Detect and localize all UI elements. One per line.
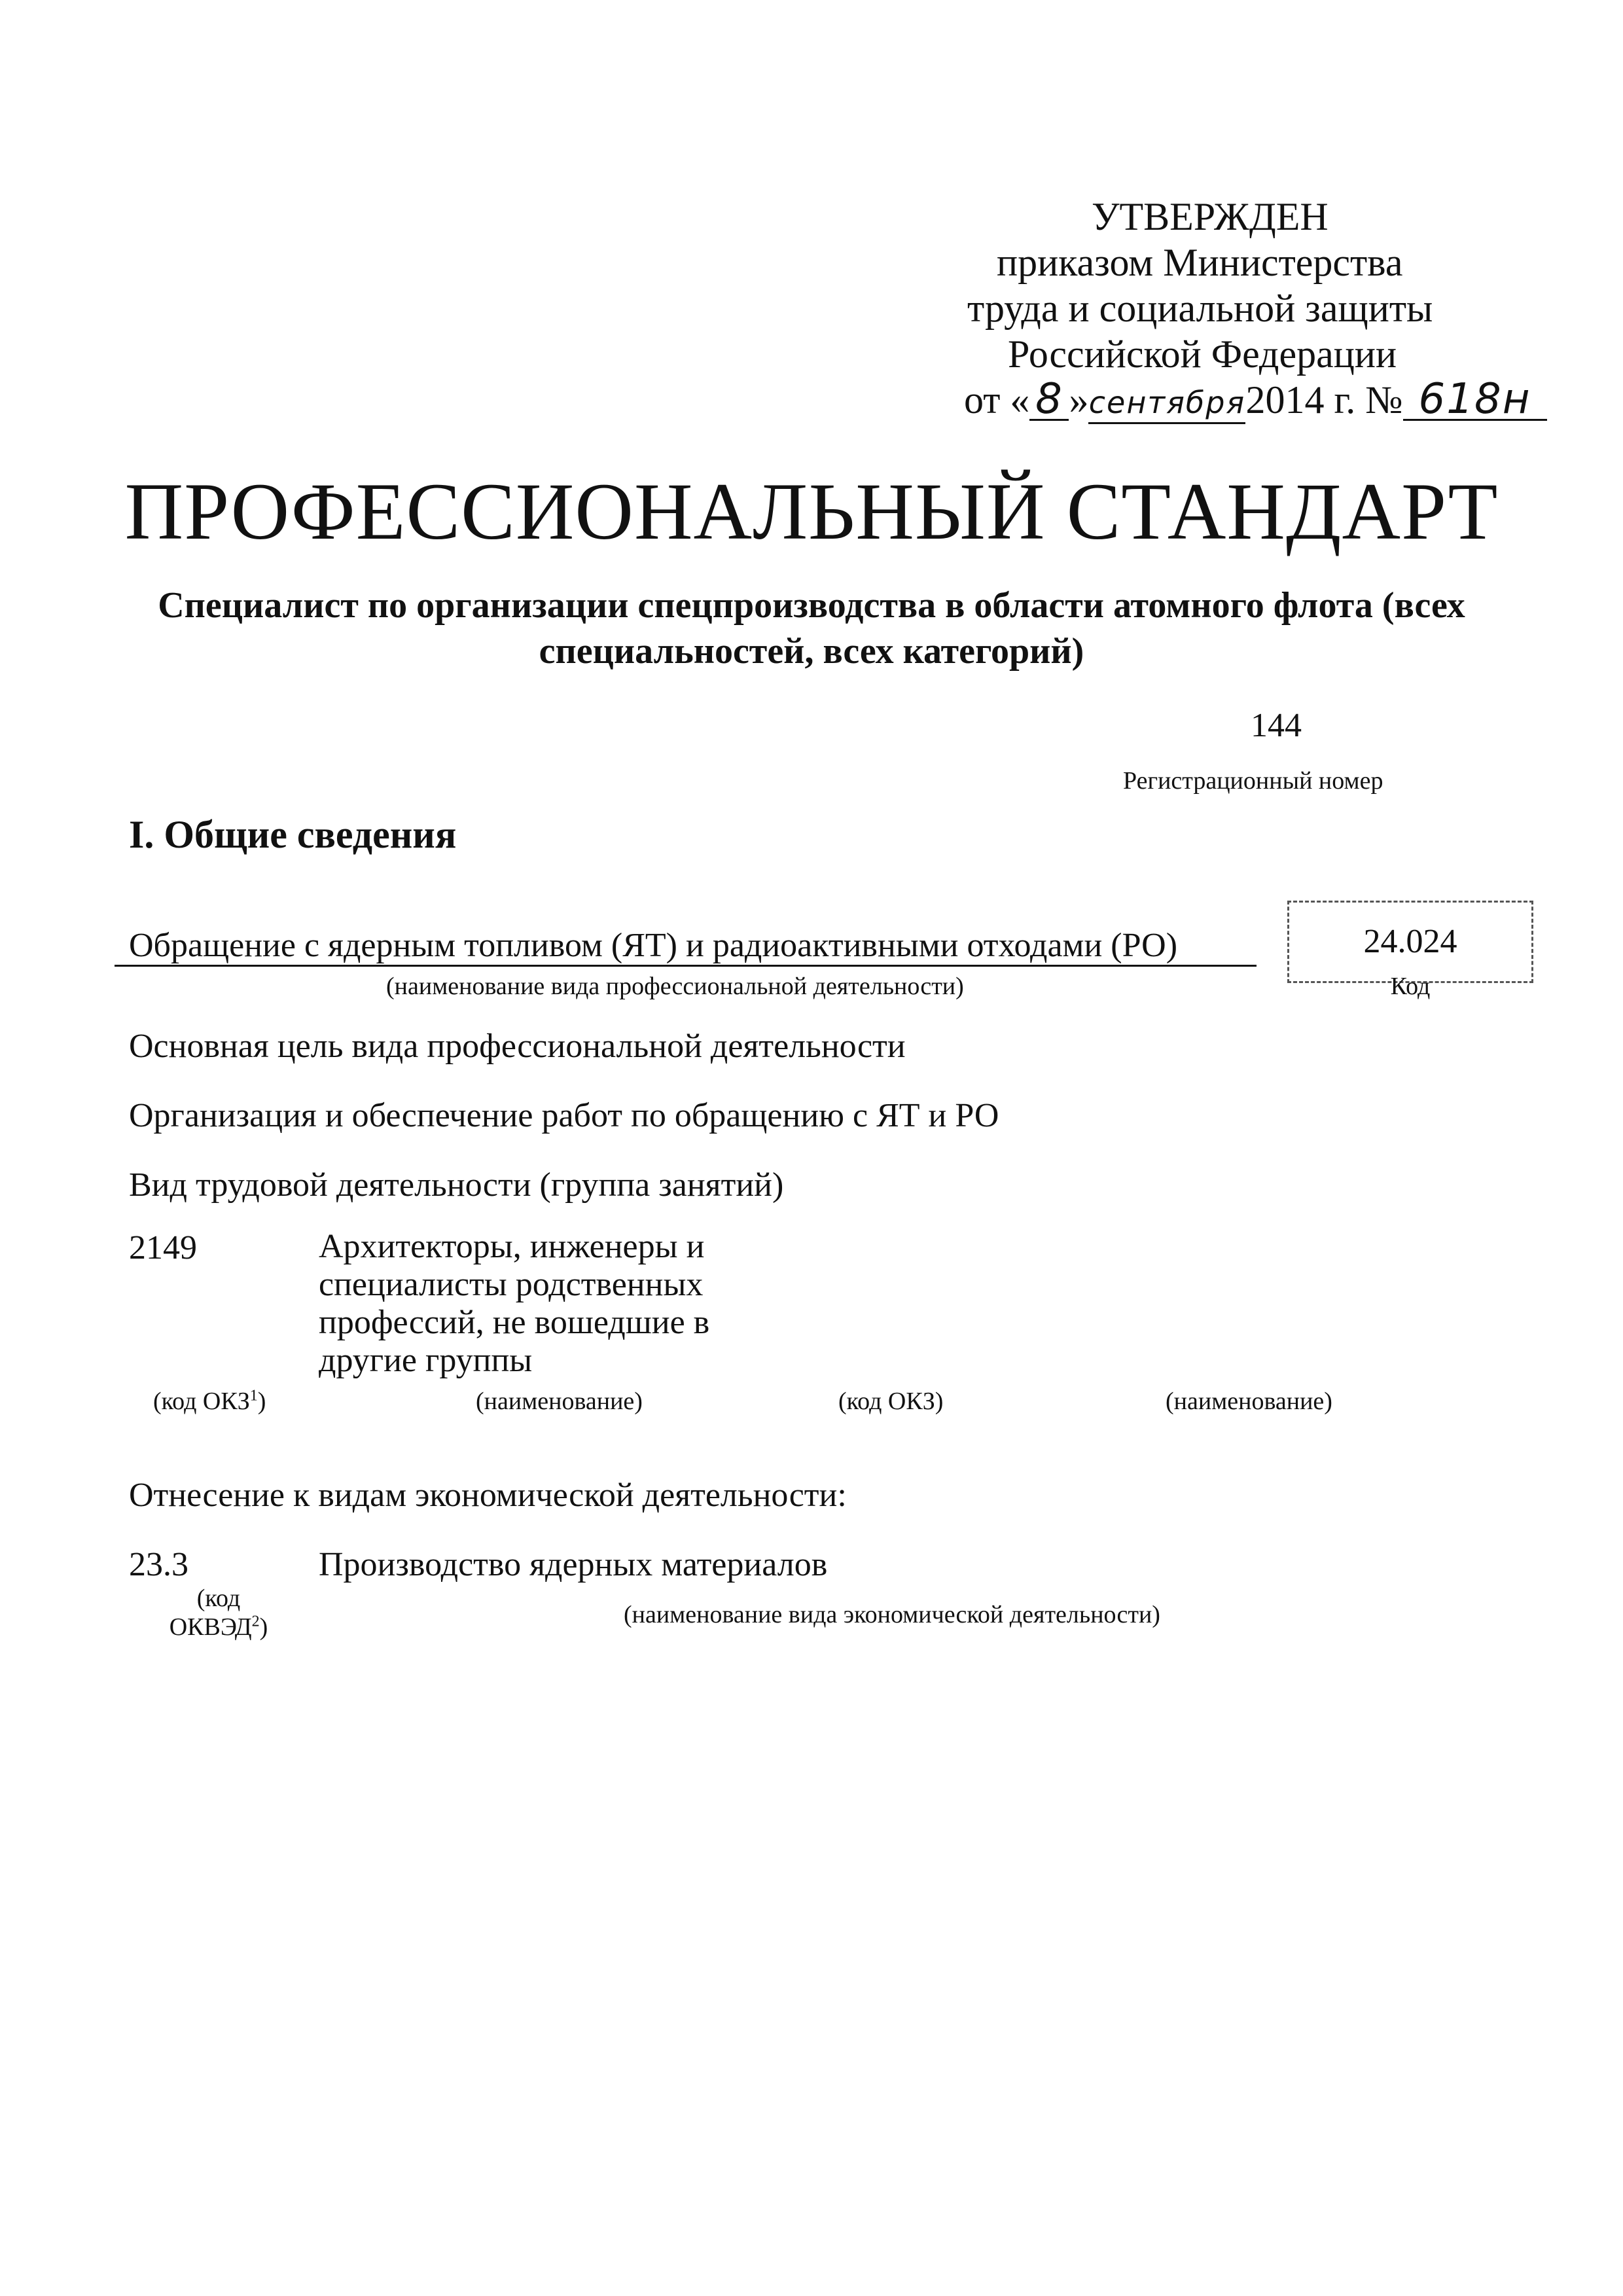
okz-code-caption-close: ) [257, 1388, 266, 1415]
okz-name-caption-2: (наименование) [1166, 1388, 1332, 1415]
okved-name-caption: (наименование вида экономической деятельности) [624, 1601, 1160, 1628]
footnote-mark-1: 1 [249, 1387, 258, 1405]
economic-activity-label: Отнесение к видам экономической деятельности: [129, 1477, 847, 1514]
okz-name-line4: другие группы [319, 1342, 533, 1379]
approval-line-labor: труда и социальной защиты [967, 287, 1433, 330]
approval-title: УТВЕРЖДЕН [1092, 195, 1329, 238]
date-month: сентября [1088, 383, 1245, 424]
activity-name-underline [115, 965, 1257, 967]
registration-label: Регистрационный номер [1123, 767, 1383, 795]
date-prefix: от « [964, 378, 1030, 422]
document-subtitle-line1: Специалист по организации спецпроизводства в области атомного флота (всех [158, 585, 1465, 626]
document-subtitle-line2: специальностей, всех категорий) [539, 631, 1084, 672]
okz-code-caption-text: (код ОКЗ [153, 1388, 250, 1415]
footnote-mark-2: 2 [251, 1613, 260, 1630]
approval-date-line [964, 377, 1547, 424]
okz-code-caption [153, 1386, 266, 1416]
okved-code-caption [153, 1584, 284, 1641]
section-heading: I. Общие сведения [129, 813, 457, 856]
okz-name-line1: Архитекторы, инженеры и [319, 1228, 705, 1265]
document-title: ПРОФЕССИОНАЛЬНЫЙ СТАНДАРТ [124, 467, 1499, 556]
okz-name-caption: (наименование) [476, 1388, 643, 1415]
okz-name-line3: профессий, не вошедшие в [319, 1304, 710, 1341]
okved-name: Производство ядерных материалов [319, 1546, 828, 1583]
date-separator: » [1069, 378, 1089, 422]
okved-code: 23.3 [129, 1546, 188, 1583]
labor-group-label: Вид трудовой деятельности (группа занятий) [129, 1166, 784, 1204]
activity-name: Обращение с ядерным топливом (ЯТ) и радиоактивными отходами (РО) [129, 927, 1178, 964]
registration-number: 144 [1251, 707, 1302, 744]
order-number: 618н [1403, 380, 1547, 421]
okz-name [319, 1228, 709, 1380]
activity-code: 24.024 [1363, 923, 1457, 960]
date-day: 8 [1029, 380, 1069, 421]
okz-code: 2149 [129, 1229, 197, 1266]
date-year: 2014 г. № [1245, 378, 1403, 422]
okved-caption-line2: ОКВЭД [169, 1613, 252, 1641]
approval-line-ministry: приказом Министерства [997, 241, 1403, 284]
approval-line-federation: Российской Федерации [1008, 332, 1397, 376]
main-goal-label: Основная цель вида профессиональной деятельности [129, 1028, 906, 1065]
activity-code-caption: Код [1390, 973, 1431, 1000]
main-goal: Организация и обеспечение работ по обращению с ЯТ и РО [129, 1097, 999, 1134]
okz-code-caption-2: (код ОКЗ) [838, 1388, 944, 1415]
activity-name-caption: (наименование вида профессиональной деятельности) [386, 973, 964, 1000]
okved-caption-close: ) [259, 1613, 268, 1641]
okved-caption-line1: (код [196, 1585, 241, 1612]
okz-name-line2: специалисты родственных [319, 1266, 704, 1303]
